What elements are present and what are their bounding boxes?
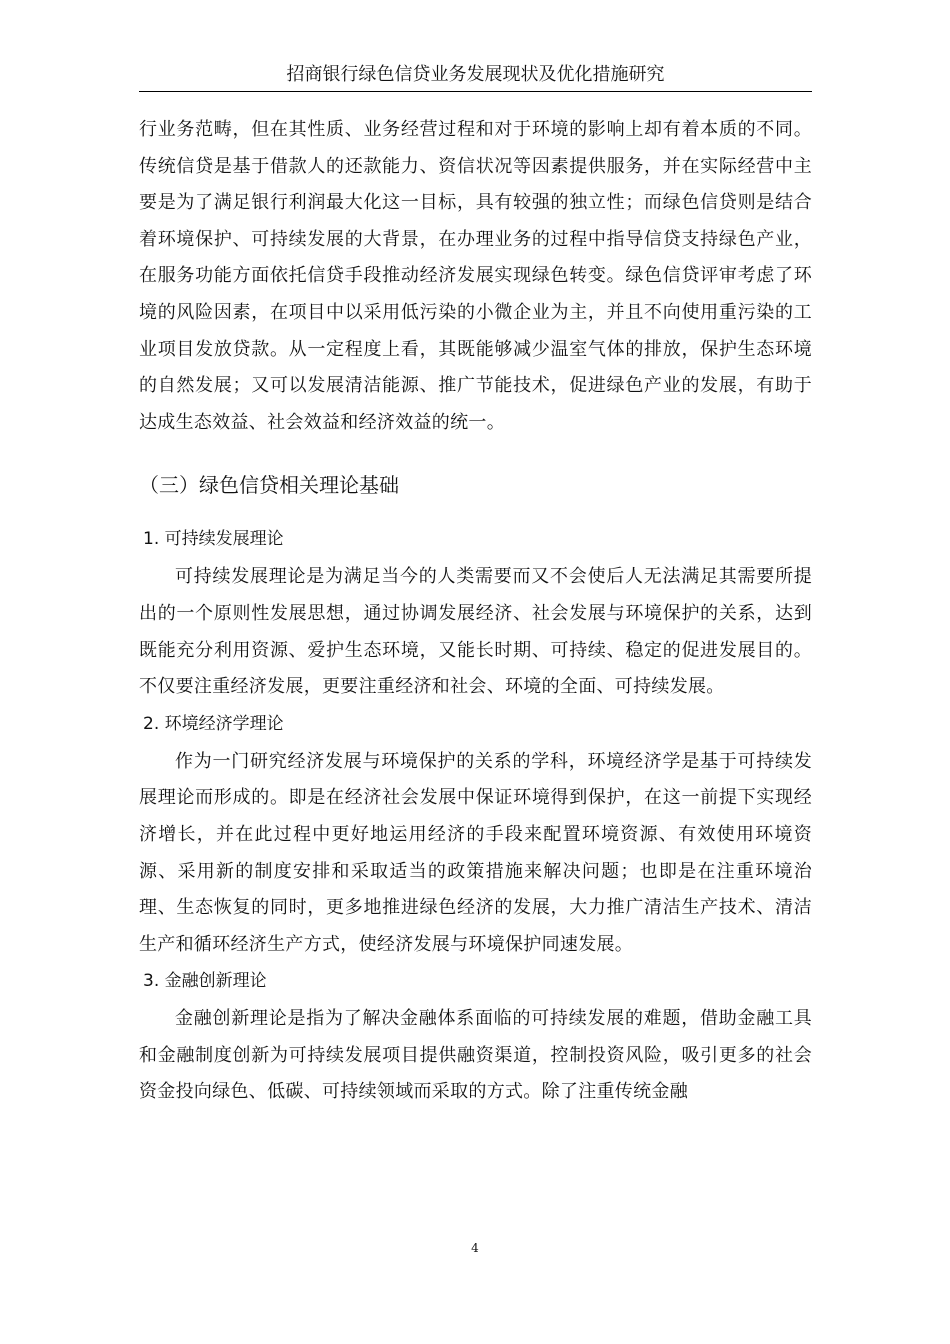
section-heading: （三）绿色信贷相关理论基础 [139,473,399,498]
page-number: 4 [471,1241,479,1255]
subsection-heading-environmental-economics: 2. 环境经济学理论 [143,713,284,734]
body-paragraph: 行业务范畴，但在其性质、业务经营过程和对于环境的影响上却有着本质的不同。传统信贷是基于借款人的还款能力、资信状况等因素提供服务，并在实际经营中主要是为了满足银行利润最大化这一目标，具有较强的独立性；而绿色信贷则是结合着环境保护、可持续发展的大背景，在办理业务的过程中指导信贷支持绿色产业，在服务功能方面依托信贷手段推动经济发展实现绿色转变。绿色信贷评审考虑了环境的风险因素，在项目中以采用低污染的小微企业为主，并且不向使用重污染的工业项目发放贷款。从一定程度上看，其既能够减少温室气体的排放，保护生态环境的自然发展；又可以发展清洁能源、推广节能技术，促进绿色产业的发展，有助于达成生态效益、社会效益和经济效益的统一。 [139,119,812,433]
subsection-paragraph-sustainable-development: 可持续发展理论是为满足当今的人类需要而又不会使后人无法满足其需要所提出的一个原则性发展思想，通过协调发展经济、社会发展与环境保护的关系，达到既能充分利用资源、爱护生态环境，又能长时期、可持续、稳定的促进发展目的。不仅要注重经济发展，更要注重经济和社会、环境的全面、可持续发展。 [139,566,812,698]
subsection-paragraph-environmental-economics: 作为一门研究经济发展与环境保护的关系的学科，环境经济学是基于可持续发展理论而形成的。即是在经济社会发展中保证环境得到保护，在这一前提下实现经济增长，并在此过程中更好地运用经济的手段来配置环境资源、有效使用环境资源、采用新的制度安排和采取适当的政策措施来解决问题；也即是在注重环境治理、生态恢复的同时，更多地推进绿色经济的发展，大力推广清洁生产技术、清洁生产和循环经济生产方式，使经济发展与环境保护同速发展。 [139,750,812,955]
page-body [139,112,812,1111]
subsection-paragraph-financial-innovation: 金融创新理论是指为了解决金融体系面临的可持续发展的难题，借助金融工具和金融制度创新为可持续发展项目提供融资渠道，控制投资风险，吸引更多的社会资金投向绿色、低碳、可持续领域而采取的方式。除了注重传统金融 [139,1008,812,1103]
subsection-heading-sustainable-development: 1. 可持续发展理论 [143,529,284,550]
subsection-heading-financial-innovation: 3. 金融创新理论 [143,971,267,992]
running-header: 招商银行绿色信贷业务发展现状及优化措施研究 [139,62,812,92]
